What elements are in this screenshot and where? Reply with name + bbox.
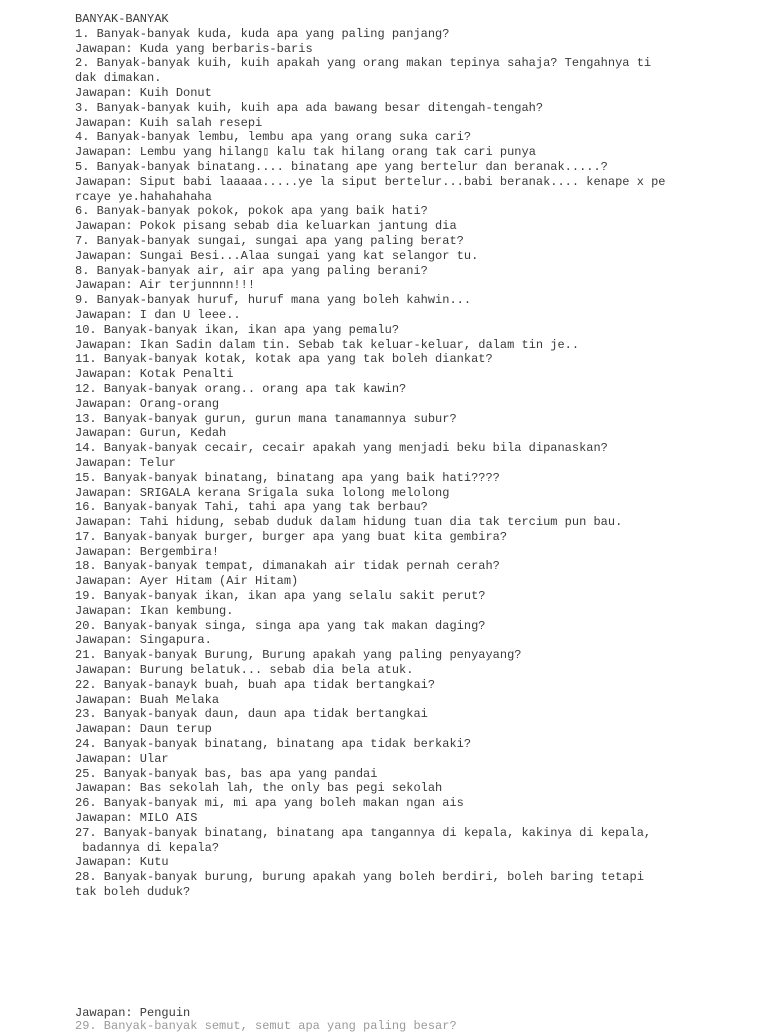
text-line: Jawapan: Singapura.: [75, 633, 212, 648]
text-line: 22. Banyak-banayk buah, buah apa tidak bertangkai?: [75, 677, 436, 692]
text-line: Jawapan: Kuda yang berbaris-baris: [75, 41, 313, 56]
text-line: Jawapan: Orang-orang: [75, 396, 220, 411]
document-title: BANYAK-BANYAK: [75, 12, 169, 26]
text-line: 27. Banyak-banyak binatang, binatang apa tangannya di kepala, kakinya di kepala,: [75, 825, 652, 840]
text-line: Jawapan: Ayer Hitam (Air Hitam): [75, 574, 299, 589]
text-line: Jawapan: Ikan Sadin dalam tin. Sebab tak keluar-keluar, dalam tin je..: [75, 337, 580, 352]
text-line: 7. Banyak-banyak sungai, sungai apa yang paling berat?: [75, 233, 464, 248]
text-line: 2. Banyak-banyak kuih, kuih apakah yang orang makan tepinya sahaja? Tengahnya ti: [75, 56, 652, 71]
text-line: 6. Banyak-banyak pokok, pokok apa yang baik hati?: [75, 204, 428, 219]
text-line: Jawapan: Bas sekolah lah, the only bas pegi sekolah: [75, 781, 443, 796]
text-line: dak dimakan.: [75, 71, 162, 86]
text-line: 14. Banyak-banyak cecair, cecair apakah yang menjadi beku bila dipanaskan?: [75, 441, 608, 456]
answer-line-penguin: Jawapan: Penguin: [75, 1006, 191, 1020]
text-line: Jawapan: Tahi hidung, sebab duduk dalam hidung tuan dia tak tercium pun bau.: [75, 515, 623, 530]
text-line: 19. Banyak-banyak ikan, ikan apa yang selalu sakit perut?: [75, 589, 486, 604]
text-line: Jawapan: I dan U leee..: [75, 307, 241, 322]
text-line: Jawapan: Daun terup: [75, 722, 212, 737]
text-line: 3. Banyak-banyak kuih, kuih apa ada bawang besar ditengah-tengah?: [75, 100, 544, 115]
text-line: 5. Banyak-banyak binatang.... binatang ape yang bertelur dan beranak.....?: [75, 159, 608, 174]
document-text: [75, 12, 745, 1005]
text-line: Jawapan: Telur: [75, 455, 176, 470]
text-line: Jawapan: Buah Melaka: [75, 692, 220, 707]
text-line: 16. Banyak-banyak Tahi, tahi apa yang tak berbau?: [75, 500, 428, 515]
text-line: badannya di kepala?: [75, 840, 220, 855]
cutoff-line: [75, 1019, 457, 1033]
text-line: Jawapan: Siput babi laaaaa.....ye la siput bertelur...babi beranak.... kenape x pe: [75, 174, 666, 189]
text-line: Jawapan: Kotak Penalti: [75, 367, 234, 382]
text-line: 10. Banyak-banyak ikan, ikan apa yang pemalu?: [75, 322, 400, 337]
cutoff-line-text: 29. Banyak-banyak semut, semut apa yang paling besar?: [75, 1019, 457, 1033]
text-line: 18. Banyak-banyak tempat, dimanakah air tidak pernah cerah?: [75, 559, 500, 574]
text-line: Jawapan: Bergembira!: [75, 544, 220, 559]
text-line: Jawapan: Sungai Besi...Alaa sungai yang kat selangor tu.: [75, 248, 479, 263]
text-line: Jawapan: MILO AIS: [75, 811, 198, 826]
text-line: Jawapan: Pokok pisang sebab dia keluarkan jantung dia: [75, 219, 457, 234]
text-line: rcaye ye.hahahahaha: [75, 189, 212, 204]
text-line: 12. Banyak-banyak orang.. orang apa tak kawin?: [75, 381, 407, 396]
text-line: 23. Banyak-banyak daun, daun apa tidak bertangkai: [75, 707, 428, 722]
text-line: Jawapan: Burung belatuk... sebab dia bela atuk.: [75, 663, 414, 678]
blank-gap: [75, 900, 745, 1005]
text-line: tak boleh duduk?: [75, 885, 191, 900]
text-line: 17. Banyak-banyak burger, burger apa yang buat kita gembira?: [75, 529, 508, 544]
text-line: 9. Banyak-banyak huruf, huruf mana yang boleh kahwin...: [75, 293, 472, 308]
text-line: 26. Banyak-banyak mi, mi apa yang boleh makan ngan ais: [75, 796, 464, 811]
text-line: Jawapan: Lembu yang hilang▯ kalu tak hilang orang tak cari punya: [75, 145, 536, 160]
text-line: 11. Banyak-banyak kotak, kotak apa yang tak boleh diankat?: [75, 352, 493, 367]
text-line: Jawapan: Ular: [75, 751, 169, 766]
text-line: Jawapan: SRIGALA kerana Srigala suka lolong melolong: [75, 485, 450, 500]
text-line: 8. Banyak-banyak air, air apa yang paling berani?: [75, 263, 428, 278]
text-line: 20. Banyak-banyak singa, singa apa yang tak makan daging?: [75, 618, 486, 633]
text-line: Jawapan: Kutu: [75, 855, 169, 870]
text-line: Jawapan: Air terjunnnn!!!: [75, 278, 256, 293]
text-line: Jawapan: Kuih salah resepi: [75, 115, 263, 130]
text-line: Jawapan: Gurun, Kedah: [75, 426, 227, 441]
text-line: Jawapan: Kuih Donut: [75, 85, 212, 100]
text-line: 21. Banyak-banyak Burung, Burung apakah yang paling penyayang?: [75, 648, 522, 663]
text-line: 24. Banyak-banyak binatang, binatang apa tidak berkaki?: [75, 737, 472, 752]
text-line: 25. Banyak-banyak bas, bas apa yang pandai: [75, 766, 378, 781]
text-line: 4. Banyak-banyak lembu, lembu apa yang orang suka cari?: [75, 130, 472, 145]
text-line: 1. Banyak-banyak kuda, kuda apa yang paling panjang?: [75, 26, 450, 41]
text-line: 28. Banyak-banyak burung, burung apakah yang boleh berdiri, boleh baring tetapi: [75, 870, 644, 885]
text-line: 13. Banyak-banyak gurun, gurun mana tanamannya subur?: [75, 411, 457, 426]
text-line: 15. Banyak-banyak binatang, binatang apa yang baik hati????: [75, 470, 500, 485]
text-line: Jawapan: Ikan kembung.: [75, 603, 234, 618]
